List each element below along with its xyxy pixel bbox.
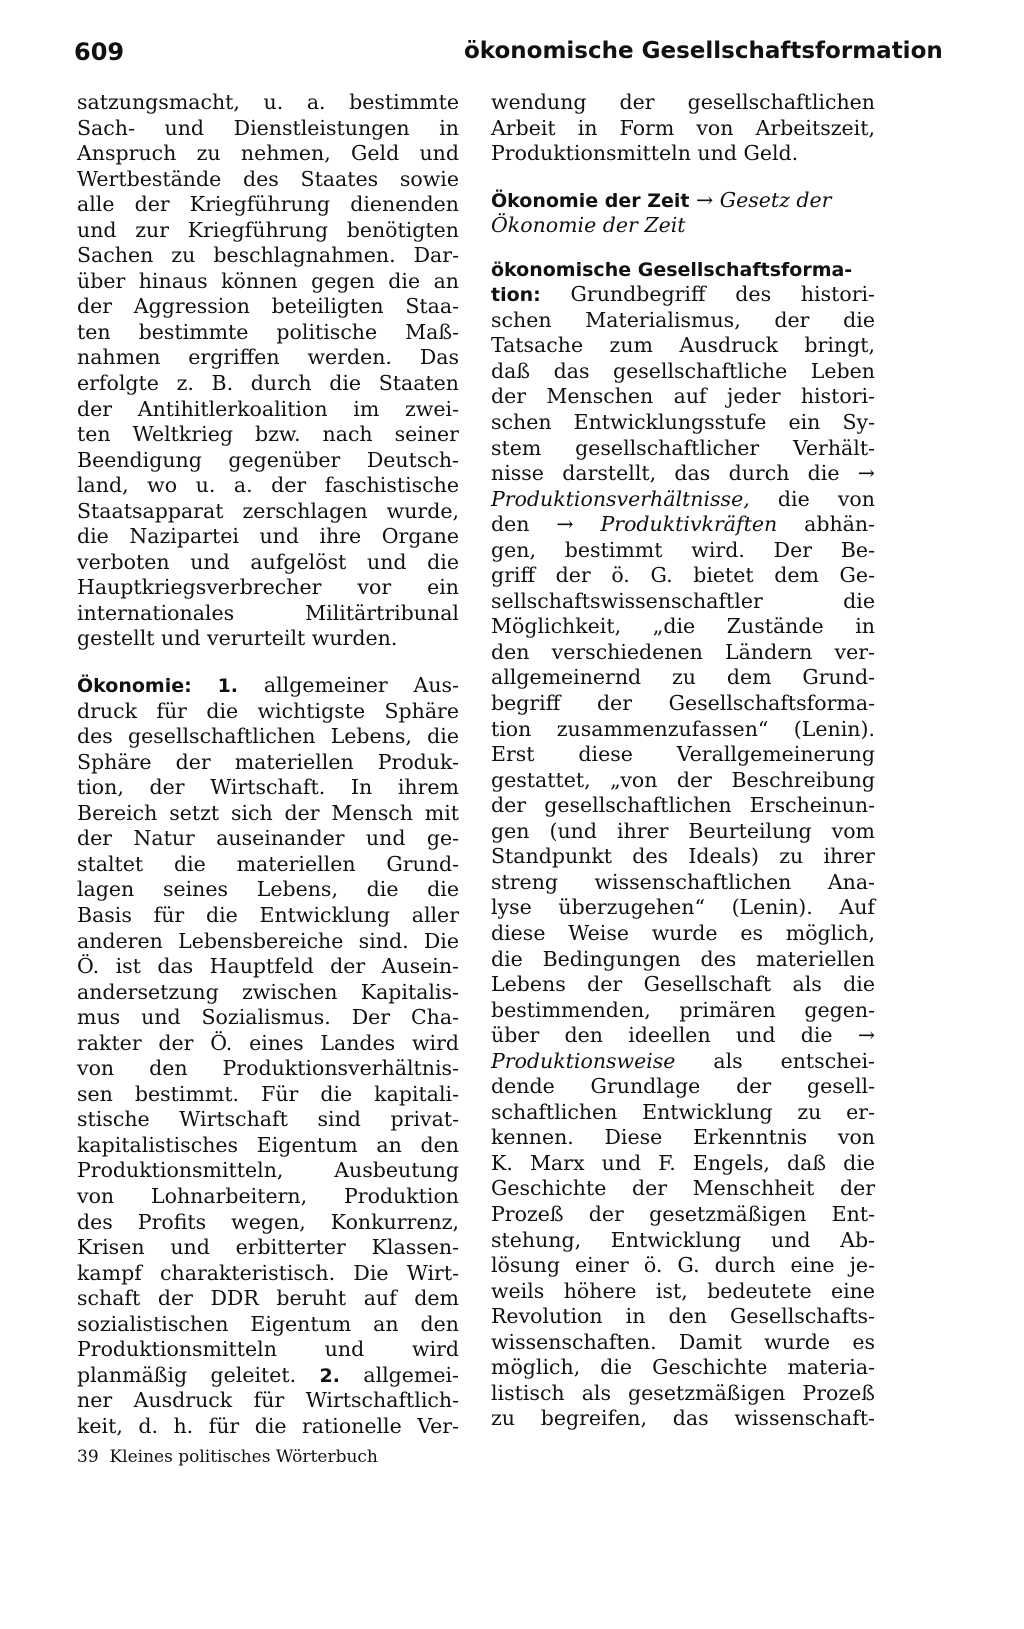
line-text: nisse darstellt, das durch die — [491, 461, 840, 486]
entry-headword: ökonomische Gesellschaftsforma- — [491, 258, 853, 281]
entry-headword: Ökonomie: — [77, 675, 192, 698]
arrow-icon: → — [857, 1023, 875, 1048]
entry-first-line — [77, 673, 459, 699]
text-line: schen Entwicklungsstufe ein Sy- — [491, 410, 875, 435]
text-line: druck für die wichtigste Sphäre — [77, 698, 459, 723]
text-line: Beendigung gegenüber Deutsch- — [77, 447, 459, 472]
page-footer — [77, 1447, 378, 1467]
cross-reference-link[interactable]: Produktionsweise — [491, 1048, 676, 1073]
text-line: internationales Militärtribunal — [77, 600, 459, 625]
signature-number: 39 — [77, 1447, 99, 1467]
text-line: gestattet, „von der Beschreibung — [491, 767, 875, 792]
text-line: der Aggression beteiligten Staa- — [77, 294, 459, 319]
text-line: nahmen ergriffen werden. Das — [77, 345, 459, 370]
text-line: diese Weise wurde es möglich, — [491, 920, 875, 945]
text-line: die Nazipartei und ihre Organe — [77, 524, 459, 549]
text-line: der Menschen auf jeder histori- — [491, 384, 875, 409]
text-line — [491, 1049, 875, 1075]
text-line: Bereich setzt sich der Mensch mit — [77, 800, 459, 825]
text-line: Standpunkt des Ideals) zu ihrer — [491, 844, 875, 869]
cross-reference-link[interactable]: Produktionsverhältnisse, — [491, 486, 750, 511]
text-line: K. Marx und F. Engels, daß die — [491, 1150, 875, 1175]
text-line: alle der Kriegführung dienenden — [77, 192, 459, 217]
text-line: mus und Sozialismus. Der Cha- — [77, 1005, 459, 1030]
text-line: möglich, die Geschichte materia- — [491, 1355, 875, 1380]
text-line: die Bedingungen des materiellen — [491, 946, 875, 971]
text-line: stem gesellschaftlicher Verhält- — [491, 435, 875, 460]
entry-spacer — [77, 652, 459, 673]
text-line: Staatsapparat zerschlagen wurde, — [77, 498, 459, 523]
text-line: daß das gesellschaftliche Leben — [491, 358, 875, 383]
cross-reference-link[interactable]: Produktivkräften — [600, 512, 778, 537]
text-line: gen (und ihrer Beurteilung vom — [491, 818, 875, 843]
line-text: als entschei- — [713, 1048, 875, 1073]
text-line: Produktionsmitteln und wird — [77, 1337, 459, 1362]
text-line: kapitalistisches Eigentum an den — [77, 1132, 459, 1157]
arrow-icon: → — [695, 187, 714, 212]
text-line: gestellt und verurteilt wurden. — [77, 626, 398, 651]
text-line: Sphäre der materiellen Produk- — [77, 749, 459, 774]
text-line: kampf charakteristisch. Die Wirt- — [77, 1260, 459, 1285]
text-line: ner Ausdruck für Wirtschaftlich- — [77, 1388, 459, 1413]
text-line: Sachen zu beschlagnahmen. Dar- — [77, 243, 459, 268]
line-text: über den ideellen und die — [491, 1023, 833, 1048]
text-line: andersetzung zwischen Kapitalis- — [77, 979, 459, 1004]
text-line: allgemeinernd zu dem Grund- — [491, 665, 875, 690]
text-line: listisch als gesetzmäßigen Prozeß — [491, 1380, 875, 1405]
text-line: sellschaftswissenschaftler die — [491, 588, 875, 613]
cross-reference-link[interactable]: Ökonomie der Zeit — [491, 213, 686, 238]
text-line: Sach- und Dienstleistungen in — [77, 115, 459, 140]
text-line: wendung der gesellschaftlichen — [491, 90, 875, 114]
text-line: und zur Kriegführung benötigten — [77, 217, 459, 242]
text-line: lyse überzugehen“ (Lenin). Auf — [491, 895, 875, 920]
text-line: von Lohnarbeitern, Produktion — [77, 1183, 459, 1208]
text-line: stische Wirtschaft sind privat- — [77, 1107, 459, 1132]
text-line: sen bestimmt. Für die kapitali- — [77, 1081, 459, 1106]
line-text: planmäßig geleitet. — [77, 1362, 297, 1387]
right-column — [491, 90, 875, 1432]
text-line: der Natur auseinander und ge- — [77, 826, 459, 851]
text-line: von den Produktionsverhältnis- — [77, 1056, 459, 1081]
text-line: der gesellschaftlichen Erscheinun- — [491, 793, 875, 818]
book-title: Kleines politisches Wörterbuch — [109, 1447, 378, 1467]
text-line: über hinaus können gegen die an — [77, 268, 459, 293]
text-line: tion zusammenzufassen“ (Lenin). — [491, 716, 875, 741]
text-line: wissenschaften. Damit wurde es — [491, 1329, 875, 1354]
text-line: Produktionsmitteln und Geld. — [491, 141, 799, 166]
text-line: zu begreifen, das wissenschaft- — [491, 1406, 875, 1431]
text-line: Tatsache zum Ausdruck bringt, — [491, 333, 875, 358]
text-line: des Profits wegen, Konkurrenz, — [77, 1209, 459, 1234]
text-line: schaftlichen Entwicklung zu er- — [491, 1099, 875, 1124]
text-line: satzungsmacht, u. a. bestimmte — [77, 90, 459, 114]
text-line: staltet die materiellen Grund- — [77, 851, 459, 876]
text-line: dende Grundlage der gesell- — [491, 1074, 875, 1099]
text-line: Ö. ist das Hauptfeld der Ausein- — [77, 954, 459, 979]
text-line: der Antihitlerkoalition im zwei- — [77, 396, 459, 421]
text-line: lagen seines Lebens, die die — [77, 877, 459, 902]
text-line: Lebens der Gesellschaft als die — [491, 972, 875, 997]
entry-spacer — [491, 167, 875, 188]
text-line: kennen. Diese Erkenntnis von — [491, 1125, 875, 1150]
text-line: lösung einer ö. G. durch eine je- — [491, 1253, 875, 1278]
text-line: Krisen und erbitterter Klassen- — [77, 1235, 459, 1260]
text-line — [491, 213, 875, 239]
text-line: schen Materialismus, der die — [491, 307, 875, 332]
text-line — [491, 487, 875, 513]
entry-oekonomie — [77, 673, 459, 1439]
text-line: bestimmenden, primären gegen- — [491, 997, 875, 1022]
text-line: anderen Lebensbereiche sind. Die — [77, 928, 459, 953]
text-line: streng wissenschaftlichen Ana- — [491, 869, 875, 894]
text-line: Basis für die Entwicklung aller — [77, 902, 459, 927]
intro-paragraph — [77, 90, 459, 652]
text-line: den verschiedenen Ländern ver- — [491, 639, 875, 664]
text-line: des gesellschaftlichen Lebens, die — [77, 724, 459, 749]
text-line: Möglichkeit, „die Zustände in — [491, 614, 875, 639]
entry-oekonomie-der-zeit — [491, 188, 875, 239]
text-line: begriff der Gesellschaftsforma- — [491, 691, 875, 716]
text-line: stehung, Entwicklung und Ab- — [491, 1227, 875, 1252]
text-line: Hauptkriegsverbrecher vor ein — [77, 575, 459, 600]
line-text: Grundbegriff des histori- — [570, 282, 875, 307]
cross-reference-link[interactable]: Gesetz der — [719, 187, 832, 212]
text-line: Arbeit in Form von Arbeitszeit, — [491, 115, 875, 140]
entry-headword-end: tion: — [491, 284, 541, 307]
text-line: Wertbestände des Staates sowie — [77, 166, 459, 191]
text-line: ten Weltkrieg bzw. nach seiner — [77, 422, 459, 447]
line-text: die von — [777, 486, 875, 511]
left-column — [77, 90, 459, 1439]
text-line: Anspruch zu nehmen, Geld und — [77, 141, 459, 166]
text-line: verboten und aufgelöst und die — [77, 549, 459, 574]
text-line — [491, 282, 875, 308]
text-line — [491, 1023, 875, 1049]
arrow-icon: → — [556, 512, 574, 537]
text-line: Prozeß der gesetzmäßigen Ent- — [491, 1201, 875, 1226]
line-text: den — [491, 512, 530, 537]
text-line — [491, 461, 875, 487]
text-line: ten bestimmte politische Maß- — [77, 319, 459, 344]
text-line: Produktionsmitteln, Ausbeutung — [77, 1158, 459, 1183]
continuation-paragraph — [491, 90, 875, 167]
text-line: schaft der DDR beruht auf dem — [77, 1286, 459, 1311]
entry-spacer — [491, 239, 875, 257]
line-text: abhän- — [804, 512, 875, 537]
text-line: rakter der Ö. eines Landes wird — [77, 1030, 459, 1055]
entry-headword-line — [491, 257, 875, 283]
text-line: Erst diese Verallgemeinerung — [491, 742, 875, 767]
line-text: allgemei- — [363, 1362, 459, 1387]
sense-two-line — [77, 1363, 459, 1389]
text-line: land, wo u. a. der faschistische — [77, 473, 459, 498]
line-text: allgemeiner Aus- — [263, 673, 459, 698]
text-line: Revolution in den Gesellschafts- — [491, 1304, 875, 1329]
running-title: ökonomische Gesellschaftsformation — [464, 38, 943, 64]
text-line: gen, bestimmt wird. Der Be- — [491, 537, 875, 562]
text-line: sozialistischen Eigentum an den — [77, 1311, 459, 1336]
text-line — [491, 512, 875, 538]
arrow-icon: → — [857, 461, 875, 486]
page-number: 609 — [74, 38, 125, 66]
sense-number: 2. — [319, 1364, 340, 1387]
text-line: weils höhere ist, bedeutete eine — [491, 1278, 875, 1303]
sense-number: 1. — [217, 675, 239, 698]
entry-oekonomische-gesellschaftsformation — [491, 257, 875, 1432]
text-line: keit, d. h. für die rationelle Ver- — [77, 1413, 459, 1438]
entry-first-line — [491, 188, 875, 214]
text-line: tion, der Wirtschaft. In ihrem — [77, 775, 459, 800]
text-line: griff der ö. G. bietet dem Ge- — [491, 563, 875, 588]
text-line: erfolgte z. B. durch die Staaten — [77, 371, 459, 396]
entry-headword: Ökonomie der Zeit — [491, 189, 690, 212]
text-line: Geschichte der Menschheit der — [491, 1176, 875, 1201]
